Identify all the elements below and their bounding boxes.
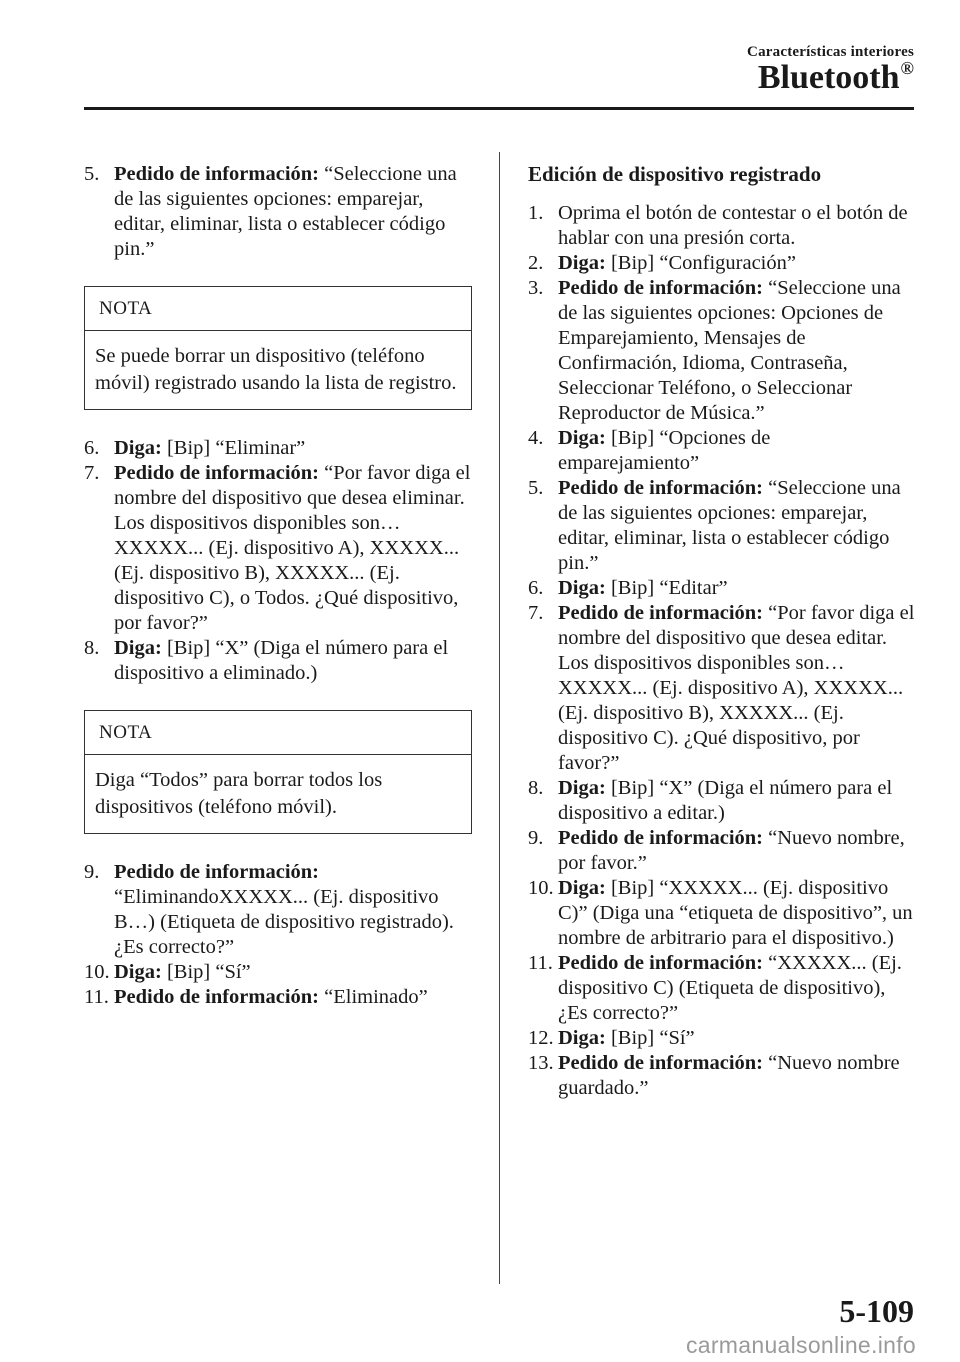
step-label: Diga: [558, 777, 606, 799]
registered-mark: ® [900, 58, 914, 78]
step-text: Oprima el botón de contestar o el botón de hablar con una presión corta. [558, 202, 908, 249]
step-text: [Bip] “Editar” [605, 577, 728, 599]
step-label: Pedido de información: [114, 462, 319, 484]
step-text: “Seleccione una de las siguientes opciones: emparejar, editar, eliminar, lista o establecer código pin.” [114, 163, 457, 260]
step-text: [Bip] “X” (Diga el número para el dispositivo a eliminado.) [114, 637, 449, 684]
right-step-6 [528, 576, 916, 601]
step-text: [Bip] “Sí” [605, 1027, 695, 1049]
step-text: “Seleccione una de las siguientes opciones: Opciones de Emparejamiento, Mensajes de Confirmación, Idioma, Contraseña, Seleccionar Teléfono, o Seleccionar Reproductor de Música.” [558, 277, 901, 424]
right-step-5 [528, 476, 916, 576]
step-text: “Eliminado” [319, 986, 428, 1008]
note-box-1 [84, 286, 472, 410]
step-number: 4. [528, 427, 544, 449]
note-box-2 [84, 710, 472, 834]
step-number: 9. [528, 827, 544, 849]
step-text: [Bip] “Configuración” [605, 252, 796, 274]
right-step-1 [528, 201, 916, 251]
right-step-3 [528, 276, 916, 426]
step-number: 3. [528, 277, 544, 299]
right-step-4 [528, 426, 916, 476]
step-number: 1. [528, 202, 544, 224]
step-text: “Nuevo nombre, por favor.” [558, 827, 905, 874]
right-step-7 [528, 601, 916, 776]
right-steps [528, 201, 916, 1101]
step-text: [Bip] “XXXXX... (Ej. dispositivo C)” (Diga una “etiqueta de dispositivo”, un nombre de arbitrario para el dispositivo.) [558, 877, 913, 949]
step-text: [Bip] “Eliminar” [161, 437, 306, 459]
step-label: Pedido de información: [558, 602, 763, 624]
step-label: Diga: [558, 427, 606, 449]
page-number: 5-109 [839, 1293, 914, 1329]
step-text: [Bip] “Sí” [161, 961, 251, 983]
note-heading: NOTA [99, 298, 153, 319]
step-label: Pedido de información: [114, 163, 319, 185]
step-number: 7. [528, 602, 544, 624]
step-number: 10. [84, 961, 110, 983]
left-steps-c [84, 860, 472, 1010]
step-text: “EliminandoXXXXX... (Ej. dispositivo B…) (Etiqueta de dispositivo registrado). ¿Es correcto?” [114, 886, 454, 958]
step-label: Diga: [558, 877, 606, 899]
right-step-8 [528, 776, 916, 826]
header-rule [84, 107, 914, 110]
left-step-10 [84, 960, 472, 985]
left-step-5 [84, 162, 472, 262]
left-step-9 [84, 860, 472, 960]
step-number: 10. [528, 877, 554, 899]
step-label: Pedido de información: [114, 861, 319, 883]
right-step-2 [528, 251, 916, 276]
left-step-7 [84, 461, 472, 636]
section-heading: Características interiores [747, 44, 914, 60]
left-column [84, 162, 472, 1010]
step-number: 13. [528, 1052, 554, 1074]
right-step-9 [528, 826, 916, 876]
step-text: [Bip] “X” (Diga el número para el dispositivo a editar.) [558, 777, 893, 824]
step-text: “XXXXX... (Ej. dispositivo C) (Etiqueta de dispositivo), ¿Es correcto?” [558, 952, 902, 1024]
step-label: Diga: [114, 437, 162, 459]
step-number: 6. [528, 577, 544, 599]
step-label: Diga: [558, 577, 606, 599]
note-body: Se puede borrar un dispositivo (teléfono móvil) registrado usando la lista de registro. [95, 345, 457, 394]
right-step-10 [528, 876, 916, 951]
left-steps-b [84, 436, 472, 686]
right-column [528, 162, 916, 1101]
right-step-11 [528, 951, 916, 1026]
step-number: 2. [528, 252, 544, 274]
step-number: 11. [528, 952, 553, 974]
page-title-text: Bluetooth [757, 59, 900, 96]
note-body: Diga “Todos” para borrar todos los dispositivos (teléfono móvil). [95, 769, 383, 818]
step-label: Diga: [114, 637, 162, 659]
step-label: Pedido de información: [558, 952, 763, 974]
step-label: Diga: [114, 961, 162, 983]
step-text: [Bip] “Opciones de emparejamiento” [558, 427, 771, 474]
step-number: 12. [528, 1027, 554, 1049]
step-number: 11. [84, 986, 109, 1008]
step-number: 9. [84, 861, 100, 883]
step-number: 5. [528, 477, 544, 499]
step-number: 5. [84, 163, 100, 185]
step-text: “Por favor diga el nombre del dispositivo que desea eliminar. Los dispositivos disponibles son… XXXXX... (Ej. dispositivo A), XXXXX... (Ej. dispositivo B), XXXXX... (Ej. dispositivo C), o Todos. ¿Qué dispositivo, por favor?” [114, 462, 471, 634]
step-label: Pedido de información: [114, 986, 319, 1008]
step-number: 8. [84, 637, 100, 659]
page-title [758, 58, 914, 97]
left-step-8 [84, 636, 472, 686]
watermark-text: carmanualsonline.info [685, 1332, 916, 1358]
step-text: “Por favor diga el nombre del dispositivo que desea editar. Los dispositivos disponibles son… XXXXX... (Ej. dispositivo A), XXXXX... (Ej. dispositivo B), XXXXX... (Ej. dispositivo C). ¿Qué dispositivo, por favor?” [558, 602, 915, 774]
step-text: “Nuevo nombre guardado.” [558, 1052, 900, 1099]
step-number: 7. [84, 462, 100, 484]
left-step-11 [84, 985, 472, 1010]
step-label: Pedido de información: [558, 477, 763, 499]
column-divider [499, 152, 500, 1284]
left-steps-a [84, 162, 472, 262]
step-label: Diga: [558, 1027, 606, 1049]
section-title: Edición de dispositivo registrado [528, 162, 822, 186]
step-label: Pedido de información: [558, 1052, 763, 1074]
step-text: “Seleccione una de las siguientes opciones: emparejar, editar, eliminar, lista o establecer código pin.” [558, 477, 901, 574]
step-label: Pedido de información: [558, 827, 763, 849]
step-label: Pedido de información: [558, 277, 763, 299]
right-step-12 [528, 1026, 916, 1051]
step-number: 8. [528, 777, 544, 799]
step-number: 6. [84, 437, 100, 459]
step-label: Diga: [558, 252, 606, 274]
right-step-13 [528, 1051, 916, 1101]
note-heading: NOTA [99, 722, 153, 743]
left-step-6 [84, 436, 472, 461]
